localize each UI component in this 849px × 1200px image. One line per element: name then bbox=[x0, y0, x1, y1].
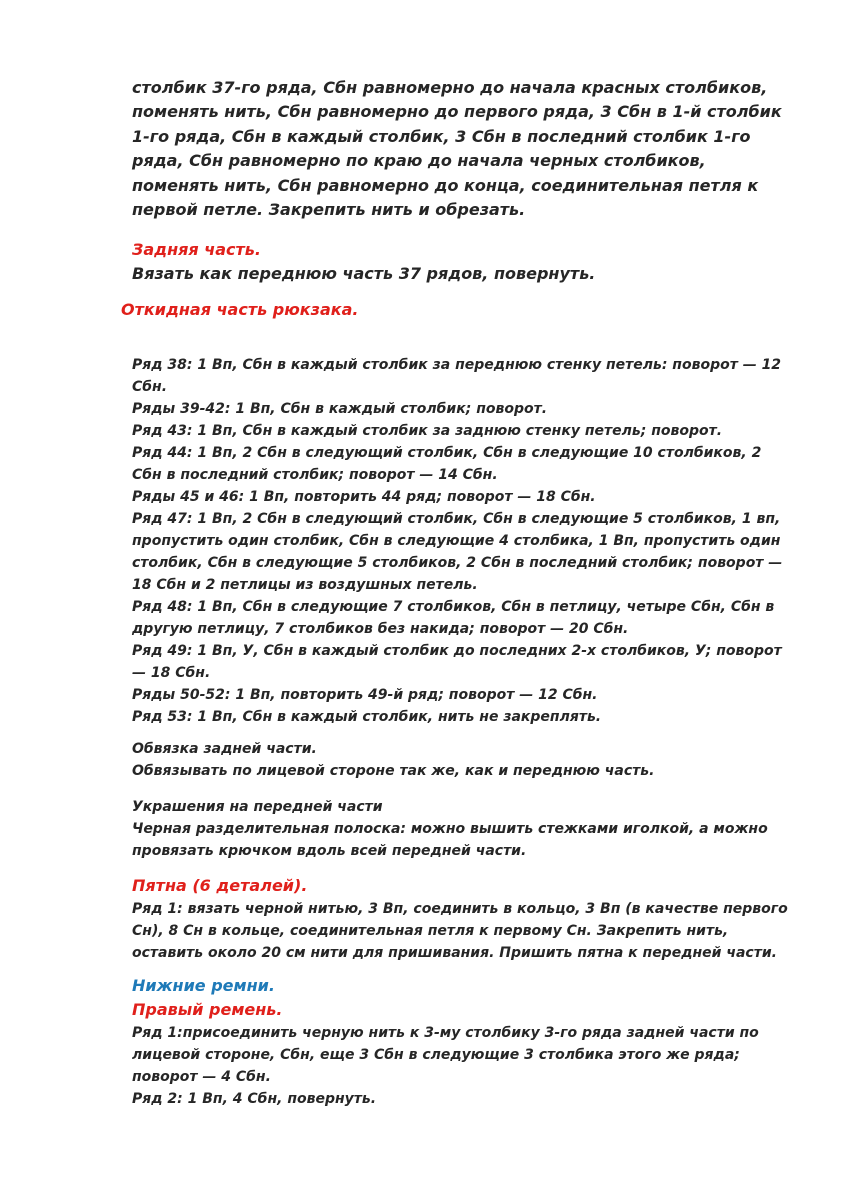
right-strap-title: Правый ремень. bbox=[132, 1000, 283, 1019]
straps-title: Нижние ремни. bbox=[132, 976, 275, 995]
flap-title: Откидная часть рюкзака. bbox=[121, 300, 359, 319]
spots-text: Ряд 1: вязать черной нитью, 3 Вп, соединить в кольцо, 3 Вп (в качестве первого Сн), 8 Сн в кольце, соединительная петля к первому Сн. Закрепить нить, оставить около 20 см нити для пришивания. Пришить пятна к передней части. bbox=[132, 901, 788, 961]
flap-row: Ряд 43: 1 Вп, Сбн в каждый столбик за заднюю стенку петель; поворот. bbox=[132, 423, 723, 439]
flap-row: Ряды 45 и 46: 1 Вп, повторить 44 ряд; поворот — 18 Сбн. bbox=[132, 489, 596, 505]
strap-rows bbox=[132, 1022, 792, 1110]
intro-paragraph bbox=[132, 76, 792, 222]
decor-title: Украшения на передней части bbox=[132, 799, 383, 815]
strap-row: Ряд 2: 1 Вп, 4 Сбн, повернуть. bbox=[132, 1091, 377, 1107]
spots-section bbox=[132, 874, 792, 964]
straps-section bbox=[132, 974, 792, 1110]
strap-row: Ряд 1:присоединить черную нить к 3-му столбику 3-го ряда задней части по лицевой стороне, Сбн, еще 3 Сбн в следующие 3 столбика этого же ряда; поворот — 4 Сбн. bbox=[132, 1025, 759, 1085]
back-title: Задняя часть. bbox=[132, 240, 261, 259]
flap-row: Ряд 47: 1 Вп, 2 Сбн в следующий столбик, Сбн в следующие 5 столбиков, 1 вп, пропустить один столбик, Сбн в следующие 4 столбика, 1 Вп, пропустить один столбик, Сбн в следующие 5 столбиков, 2 Сбн в последний столбик; поворот — 18 Сбн и 2 петлицы из воздушных петель. bbox=[132, 511, 783, 593]
flap-row: Ряд 53: 1 Вп, Сбн в каждый столбик, нить не закреплять. bbox=[132, 709, 602, 725]
flap-row: Ряд 44: 1 Вп, 2 Сбн в следующий столбик, Сбн в следующие 10 столбиков, 2 Сбн в последний столбик; поворот — 14 Сбн. bbox=[132, 445, 762, 483]
edging-text: Обвязывать по лицевой стороне так же, как и переднюю часть. bbox=[132, 763, 655, 779]
edging-title: Обвязка задней части. bbox=[132, 741, 317, 757]
intro-text: столбик 37-го ряда, Сбн равномерно до начала красных столбиков, поменять нить, Сбн равномерно до первого ряда, 3 Сбн в 1-й столбик 1-го ряда, Сбн в каждый столбик, 3 Сбн в последний столбик 1-го ряда, Сбн равномерно по краю до начала черных столбиков, поменять нить, Сбн равномерно до конца, соединительная петля к первой петле. Закрепить нить и обрезать. bbox=[132, 78, 782, 220]
flap-row: Ряды 50-52: 1 Вп, повторить 49-й ряд; поворот — 12 Сбн. bbox=[132, 687, 598, 703]
flap-rows bbox=[132, 354, 792, 728]
back-text: Вязать как переднюю часть 37 рядов, повернуть. bbox=[132, 264, 596, 283]
flap-title-wrap bbox=[121, 298, 781, 322]
decor-section bbox=[132, 796, 792, 862]
decor-text: Черная разделительная полоска: можно вышить стежками иголкой, а можно провязать крючком вдоль всей передней части. bbox=[132, 821, 768, 859]
flap-row: Ряд 49: 1 Вп, У, Сбн в каждый столбик до последних 2-х столбиков, У; поворот — 18 Сбн. bbox=[132, 643, 782, 681]
flap-row: Ряды 39-42: 1 Вп, Сбн в каждый столбик; поворот. bbox=[132, 401, 548, 417]
flap-row: Ряд 38: 1 Вп, Сбн в каждый столбик за переднюю стенку петель: поворот — 12 Сбн. bbox=[132, 357, 782, 395]
flap-row: Ряд 48: 1 Вп, Сбн в следующие 7 столбиков, Сбн в петлицу, четыре Сбн, Сбн в другую петлицу, 7 столбиков без накида; поворот — 20 Сбн. bbox=[132, 599, 775, 637]
edging-section bbox=[132, 738, 792, 782]
back-section bbox=[132, 238, 792, 286]
spots-title: Пятна (6 деталей). bbox=[132, 876, 308, 895]
